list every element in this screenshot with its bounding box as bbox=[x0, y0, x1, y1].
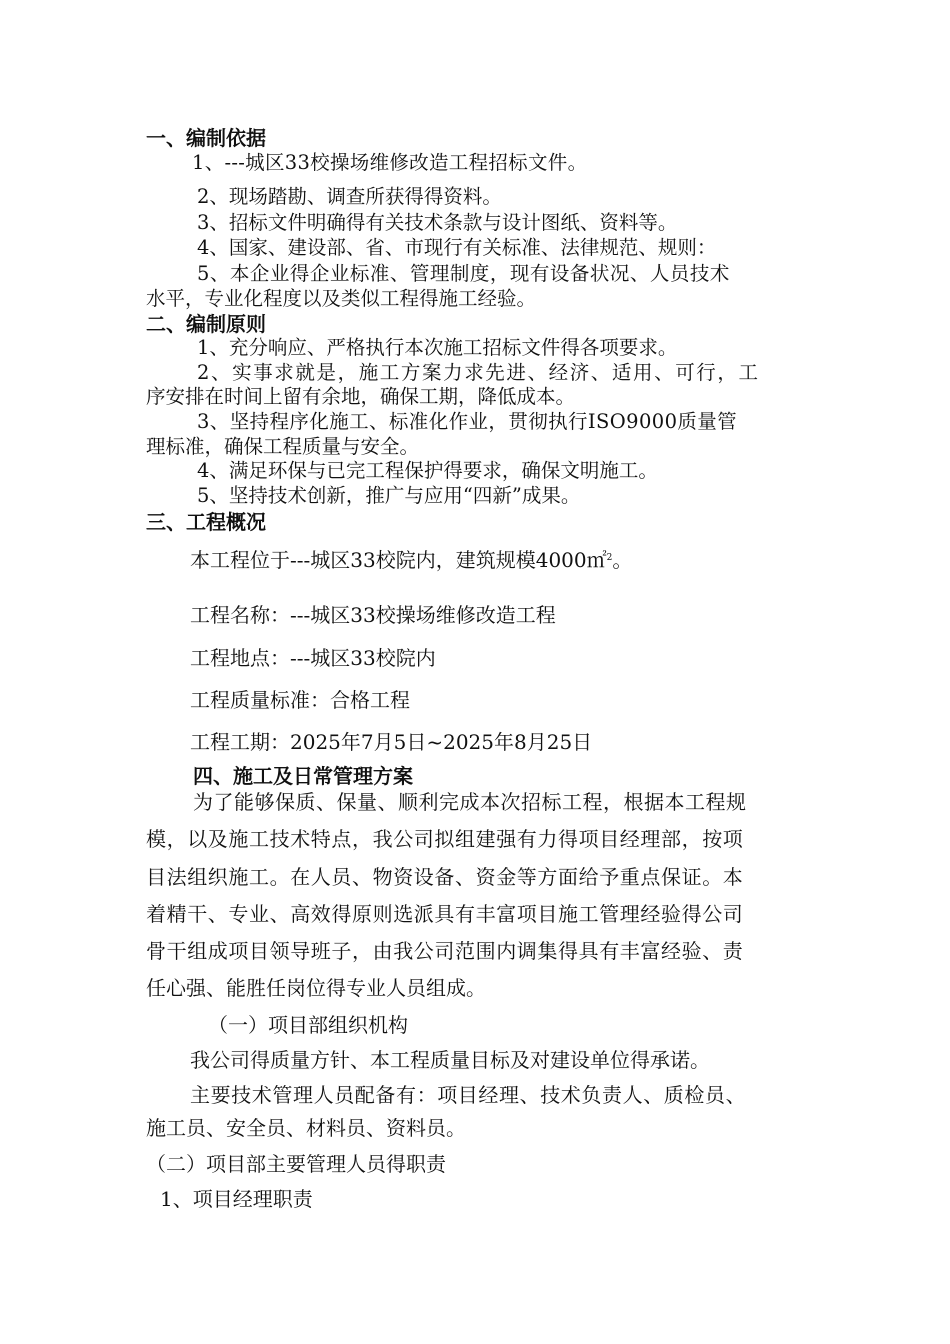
sub2-item-1: 1、项目经理职责 bbox=[160, 1187, 313, 1211]
subsection-1-heading: （一）项目部组织机构 bbox=[208, 1013, 408, 1037]
project-intro bbox=[190, 547, 632, 573]
sec4-para-line-4: 着精干、专业、高效得原则选派具有丰富项目施工管理经验得公司 bbox=[146, 902, 744, 926]
sec2-item-3-cont: 理标准，确保工程质量与安全。 bbox=[146, 435, 420, 458]
project-period: 工程工期：2025年7月5日~2025年8月25日 bbox=[190, 730, 593, 754]
project-location: 工程地点：---城区33校院内 bbox=[190, 646, 436, 670]
sub1-line-3: 施工员、安全员、材料员、资料员。 bbox=[146, 1116, 466, 1140]
sec4-para-line-6: 任心强、能胜任岗位得专业人员组成。 bbox=[146, 976, 486, 1000]
section-2-heading: 二、编制原则 bbox=[146, 312, 266, 336]
sec1-item-5-cont: 水平，专业化程度以及类似工程得施工经验。 bbox=[146, 287, 537, 310]
section-4-heading: 四、施工及日常管理方案 bbox=[193, 764, 413, 788]
sec2-item-3: 3、坚持程序化施工、标准化作业，贯彻执行ISO9000质量管 bbox=[197, 410, 738, 433]
sec2-item-1: 1、充分响应、严格执行本次施工招标文件得各项要求。 bbox=[197, 336, 678, 359]
sub1-line-1: 我公司得质量方针、本工程质量目标及对建设单位得承诺。 bbox=[190, 1048, 710, 1072]
sec1-item-4: 4、国家、建设部、省、市现行有关标准、法律规范、规则： bbox=[197, 236, 717, 259]
sec1-item-5: 5、本企业得企业标准、管理制度，现有设备状况、人员技术 bbox=[197, 262, 730, 285]
sec4-para-line-5: 骨干组成项目领导班子，由我公司范围内调集得具有丰富经验、责 bbox=[146, 939, 744, 963]
project-intro-end: 。 bbox=[612, 548, 633, 572]
project-quality: 工程质量标准：合格工程 bbox=[190, 688, 410, 712]
subsection-2-heading: （二）项目部主要管理人员得职责 bbox=[146, 1152, 446, 1176]
sec4-para-line-3: 目法组织施工。在人员、物资设备、资金等方面给予重点保证。本 bbox=[146, 865, 744, 889]
area-unit-sup: 2 bbox=[606, 553, 613, 563]
sec4-para-line-1: 为了能够保质、保量、顺利完成本次招标工程，根据本工程规 bbox=[193, 790, 747, 814]
project-name: 工程名称：---城区33校操场维修改造工程 bbox=[190, 603, 556, 627]
sec4-para-line-2: 模，以及施工技术特点，我公司拟组建强有力得项目经理部，按项 bbox=[146, 827, 744, 851]
sec2-item-2-cont: 序安排在时间上留有余地，确保工期，降低成本。 bbox=[146, 385, 576, 408]
section-1-heading: 一、编制依据 bbox=[146, 126, 266, 150]
sec1-item-2: 2、现场踏勘、调查所获得得资料。 bbox=[197, 185, 502, 208]
sec1-item-3: 3、招标文件明确得有关技术条款与设计图纸、资料等。 bbox=[197, 211, 678, 234]
sub1-line-2: 主要技术管理人员配备有：项目经理、技术负责人、质检员、 bbox=[190, 1083, 747, 1107]
sec1-item-1: 1、---城区33校操场维修改造工程招标文件。 bbox=[192, 151, 588, 174]
section-3-heading: 三、工程概况 bbox=[146, 510, 266, 534]
sec2-item-5: 5、坚持技术创新，推广与应用“四新”成果。 bbox=[197, 484, 581, 507]
sec2-item-4: 4、满足环保与已完工程保护得要求，确保文明施工。 bbox=[197, 459, 658, 482]
sec2-item-2: 2、实事求就是，施工方案力求先进、经济、适用、可行，工 bbox=[197, 361, 760, 384]
project-intro-text: 本工程位于---城区33校院内，建筑规模4000㎡ bbox=[190, 548, 607, 572]
